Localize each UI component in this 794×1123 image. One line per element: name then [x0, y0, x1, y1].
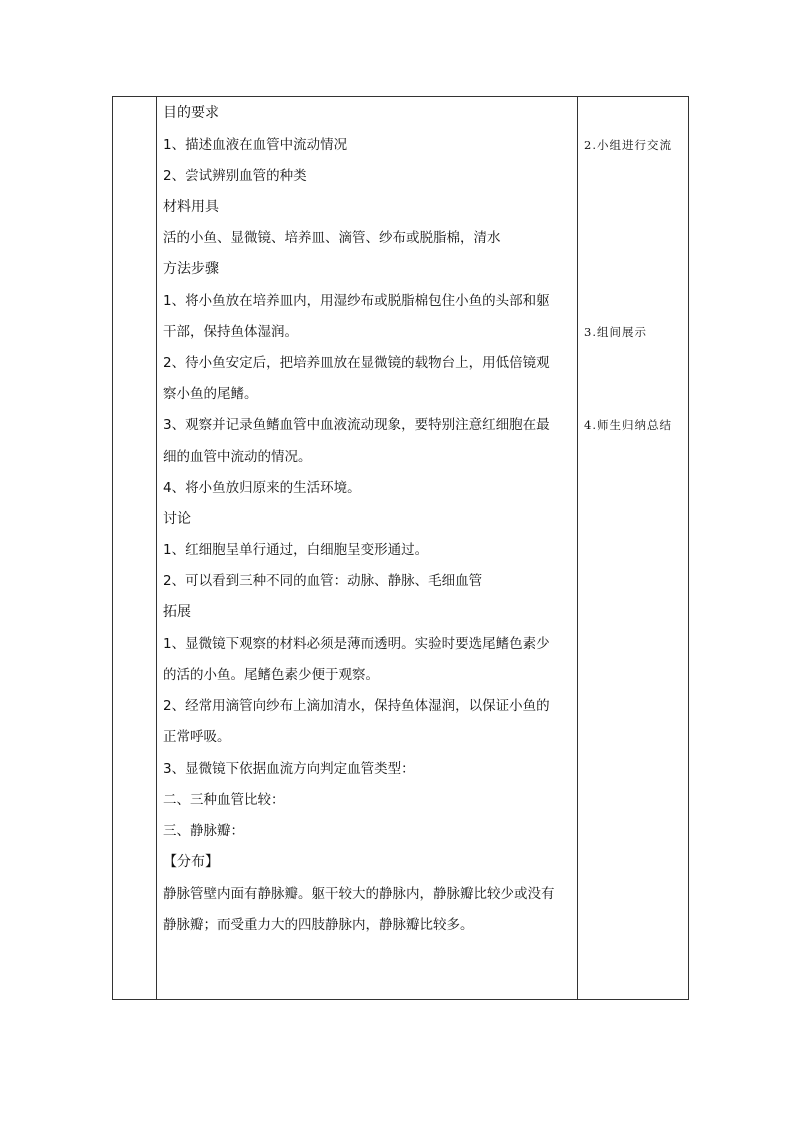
discussion-1: 1、红细胞呈单行通过，白细胞呈变形通过。 [163, 542, 429, 558]
heading-materials: 材料用具 [163, 199, 219, 215]
extension-3: 3、显微镜下依据血流方向判定血管类型： [163, 761, 415, 777]
step-1-line-2: 干部，保持鱼体湿润。 [163, 324, 298, 340]
step-2-line-2: 察小鱼的尾鳍。 [163, 386, 258, 402]
activity-note-3: 4.师生归纳总结 [584, 418, 672, 432]
lesson-table [112, 96, 689, 1000]
extension-2-line-2: 正常呼吸。 [163, 729, 231, 745]
heading-objectives: 目的要求 [163, 105, 219, 121]
content-cell [157, 97, 577, 999]
distribution-line-1: 静脉管壁内面有静脉瓣。躯干较大的静脉内，静脉瓣比较少或没有 [163, 886, 555, 902]
step-3-line-1: 3、观察并记录鱼鳍血管中血液流动现象，要特别注意红细胞在最 [163, 417, 550, 433]
extension-2-line-1: 2、经常用滴管向纱布上滴加清水，保持鱼体湿润，以保证小鱼的 [163, 698, 550, 714]
materials-list: 活的小鱼、显微镜、培养皿、滴管、纱布或脱脂棉，清水 [163, 230, 501, 246]
extension-1-line-1: 1、显微镜下观察的材料必须是薄而透明。实验时要选尾鳍色素少 [163, 636, 550, 652]
heading-distribution: 【分布】 [163, 854, 219, 870]
section-vessel-comparison: 二、三种血管比较： [163, 792, 285, 808]
distribution-line-2: 静脉瓣；而受重力大的四肢静脉内，静脉瓣比较多。 [163, 917, 474, 933]
objective-1: 1、描述血液在血管中流动情况 [163, 137, 348, 153]
heading-extension: 拓展 [163, 604, 191, 620]
step-3-line-2: 细的血管中流动的情况。 [163, 449, 312, 465]
step-1-line-1: 1、将小鱼放在培养皿内，用湿纱布或脱脂棉包住小鱼的头部和躯 [163, 293, 550, 309]
activity-note-2: 3.组间展示 [584, 325, 647, 339]
step-2-line-1: 2、待小鱼安定后，把培养皿放在显微镜的载物台上，用低倍镜观 [163, 355, 550, 371]
objective-2: 2、尝试辨别血管的种类 [163, 168, 307, 184]
heading-discussion: 讨论 [163, 511, 191, 527]
section-venous-valve: 三、静脉瓣： [163, 823, 244, 839]
extension-1-line-2: 的活的小鱼。尾鳍色素少便于观察。 [163, 667, 379, 683]
discussion-2: 2、可以看到三种不同的血管：动脉、静脉、毛细血管 [163, 573, 483, 589]
activity-note-1: 2.小组进行交流 [584, 138, 672, 152]
step-4: 4、将小鱼放归原来的生活环境。 [163, 480, 361, 496]
heading-steps: 方法步骤 [163, 261, 219, 277]
activity-cell [578, 97, 689, 999]
